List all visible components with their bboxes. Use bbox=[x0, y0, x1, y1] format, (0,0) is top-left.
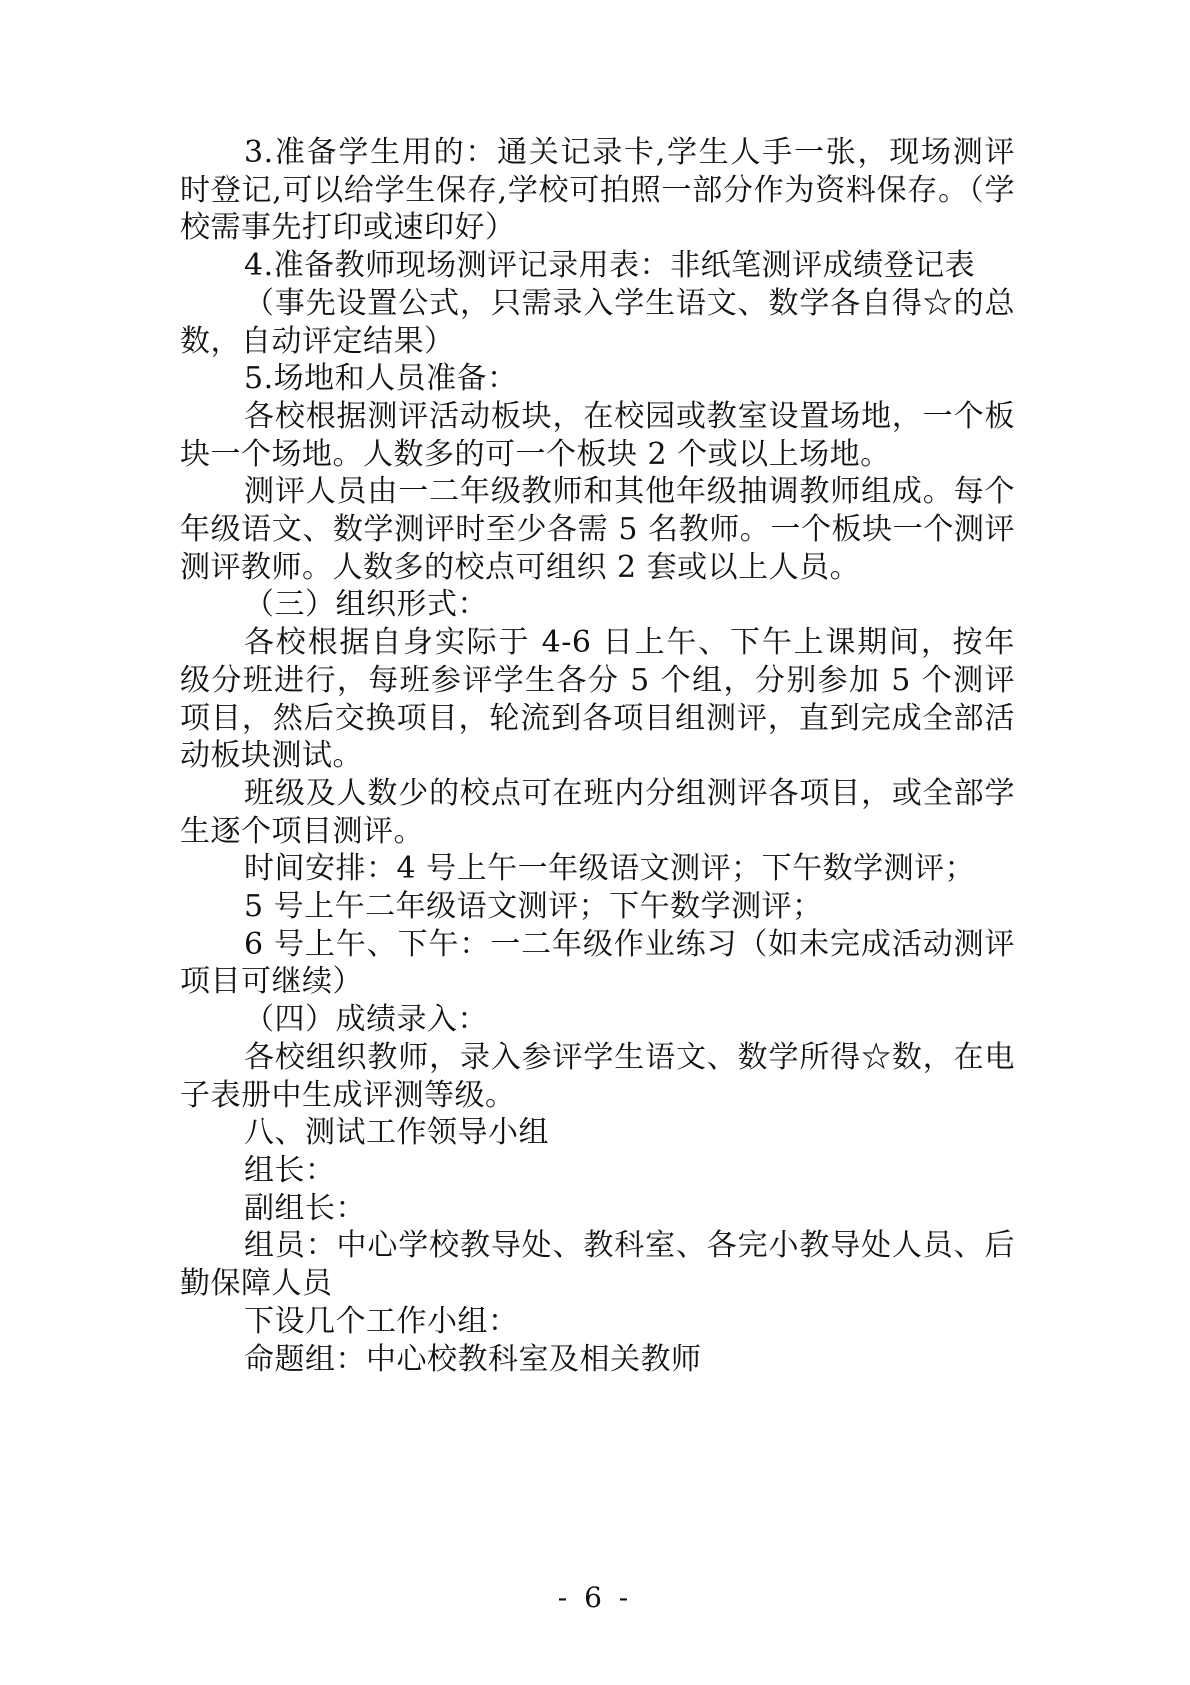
page-number: - 6 - bbox=[557, 1581, 633, 1614]
paragraph-organization-schedule: 各校根据自身实际于 4-6 日上午、下午上课期间，按年级分班进行，每班参评学生各分 5 个组，分别参加 5 个测评项目，然后交换项目，轮流到各项目组测评，直到完成全部活动板块测试。 bbox=[180, 625, 1015, 774]
paragraph-formula-note: （事先设置公式，只需录入学生语文、数学各自得☆的总数，自动评定结果） bbox=[180, 285, 1015, 359]
paragraph-score-entry: 各校组织教师，录入参评学生语文、数学所得☆数，在电子表册中生成评测等级。 bbox=[180, 1039, 1015, 1113]
section-heading-leadership-group: 八、测试工作领导小组 bbox=[244, 1115, 549, 1151]
paragraph-staff-composition: 测评人员由一二年级教师和其他年级抽调教师组成。每个年级语文、数学测评时至少各需 5 名教师。一个板块一个测评测评教师。人数多的校点可组织 2 套或以上人员。 bbox=[180, 474, 1015, 585]
paragraph-question-setting-group: 命题组：中心校教科室及相关教师 bbox=[244, 1341, 702, 1377]
section-heading-score-entry: （四）成绩录入： bbox=[244, 1002, 488, 1038]
paragraph-teacher-record-form: 4.准备教师现场测评记录用表：非纸笔测评成绩登记表 bbox=[244, 248, 976, 284]
paragraph-working-groups: 下设几个工作小组： bbox=[244, 1303, 519, 1339]
section-heading-organization: （三）组织形式： bbox=[244, 587, 488, 623]
paragraph-venue-staff-heading: 5.场地和人员准备： bbox=[244, 361, 518, 397]
paragraph-student-record-card: 3.准备学生用的：通关记录卡,学生人手一张，现场测评时登记,可以给学生保存,学校可拍照一部分作为资料保存。（学校需事先打印或速印好） bbox=[180, 135, 1015, 246]
paragraph-timetable-day6: 6 号上午、下午：一二年级作业练习（如未完成活动测评项目可继续） bbox=[180, 926, 1015, 1000]
paragraph-small-schools: 班级及人数少的校点可在班内分组测评各项目，或全部学生逐个项目测评。 bbox=[180, 775, 1015, 849]
paragraph-deputy-leader: 副组长： bbox=[244, 1190, 366, 1226]
document-body bbox=[180, 134, 1015, 1378]
paragraph-timetable-day4: 时间安排：4 号上午一年级语文测评；下午数学测评； bbox=[244, 851, 976, 887]
paragraph-venue-setup: 各校根据测评活动板块，在校园或教室设置场地，一个板块一个场地。人数多的可一个板块 2 个或以上场地。 bbox=[180, 398, 1015, 472]
paragraph-group-leader: 组长： bbox=[244, 1152, 336, 1188]
paragraph-group-members: 组员：中心学校教导处、教科室、各完小教导处人员、后勤保障人员 bbox=[180, 1228, 1015, 1302]
paragraph-timetable-day5: 5 号上午二年级语文测评；下午数学测评； bbox=[244, 889, 823, 925]
